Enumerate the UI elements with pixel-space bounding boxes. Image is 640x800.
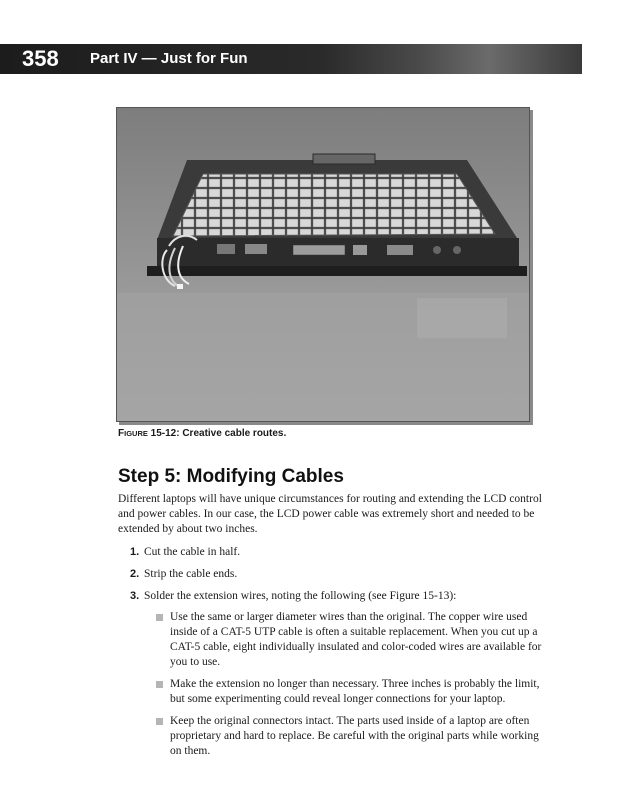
page-number: 358 <box>22 46 59 71</box>
bullet-text: Use the same or larger diameter wires than the original. The copper wire used inside of a CAT-5 UTP cable is often a suitable replacement. When you cut up a CAT-5 cable, eight individually insulated and color-coded wires are available for you to use. <box>170 611 542 668</box>
figure-photo <box>116 107 530 422</box>
step-text: Solder the extension wires, noting the following (see Figure 15-13): <box>144 590 457 602</box>
caption-prefix-first: F <box>118 428 125 439</box>
figure-caption <box>118 428 286 439</box>
bullet-item <box>144 714 552 759</box>
step-number: 2. <box>130 568 140 580</box>
caption-prefix-rest: IGURE <box>124 429 148 438</box>
bullet-text: Make the extension no longer than necessary. Three inches is probably the limit, but some experimenting could reveal longer connections for your laptop. <box>170 678 540 705</box>
bullet-text: Keep the original connectors intact. The parts used inside of a laptop are often proprietary and hard to replace. Be careful with the original parts while working on them. <box>170 715 539 757</box>
step-text: Cut the cable in half. <box>144 546 241 558</box>
running-header-bar <box>0 44 582 74</box>
bullet-item <box>144 677 552 707</box>
bullet-item <box>144 610 552 670</box>
step-text: Strip the cable ends. <box>144 568 238 580</box>
part-title: Part IV — Just for Fun <box>90 50 248 67</box>
intro-paragraph: Different laptops will have unique circumstances for routing and extending the LCD control and power cables. In our case, the LCD power cable was extremely short and needed to be extended by about two inches. <box>118 493 542 535</box>
step-item <box>118 567 558 582</box>
step-item <box>118 545 558 560</box>
steps-list <box>118 545 558 766</box>
laptop-photo-illustration <box>117 108 529 421</box>
bullet-square-icon <box>156 614 163 621</box>
bullet-list <box>144 610 558 759</box>
bullet-square-icon <box>156 718 163 725</box>
section-heading: Step 5: Modifying Cables <box>118 466 344 487</box>
bullet-square-icon <box>156 681 163 688</box>
step-number: 3. <box>130 590 140 602</box>
caption-text: 15-12: Creative cable routes. <box>147 428 287 439</box>
step-number: 1. <box>130 546 140 558</box>
step-item <box>118 589 558 759</box>
